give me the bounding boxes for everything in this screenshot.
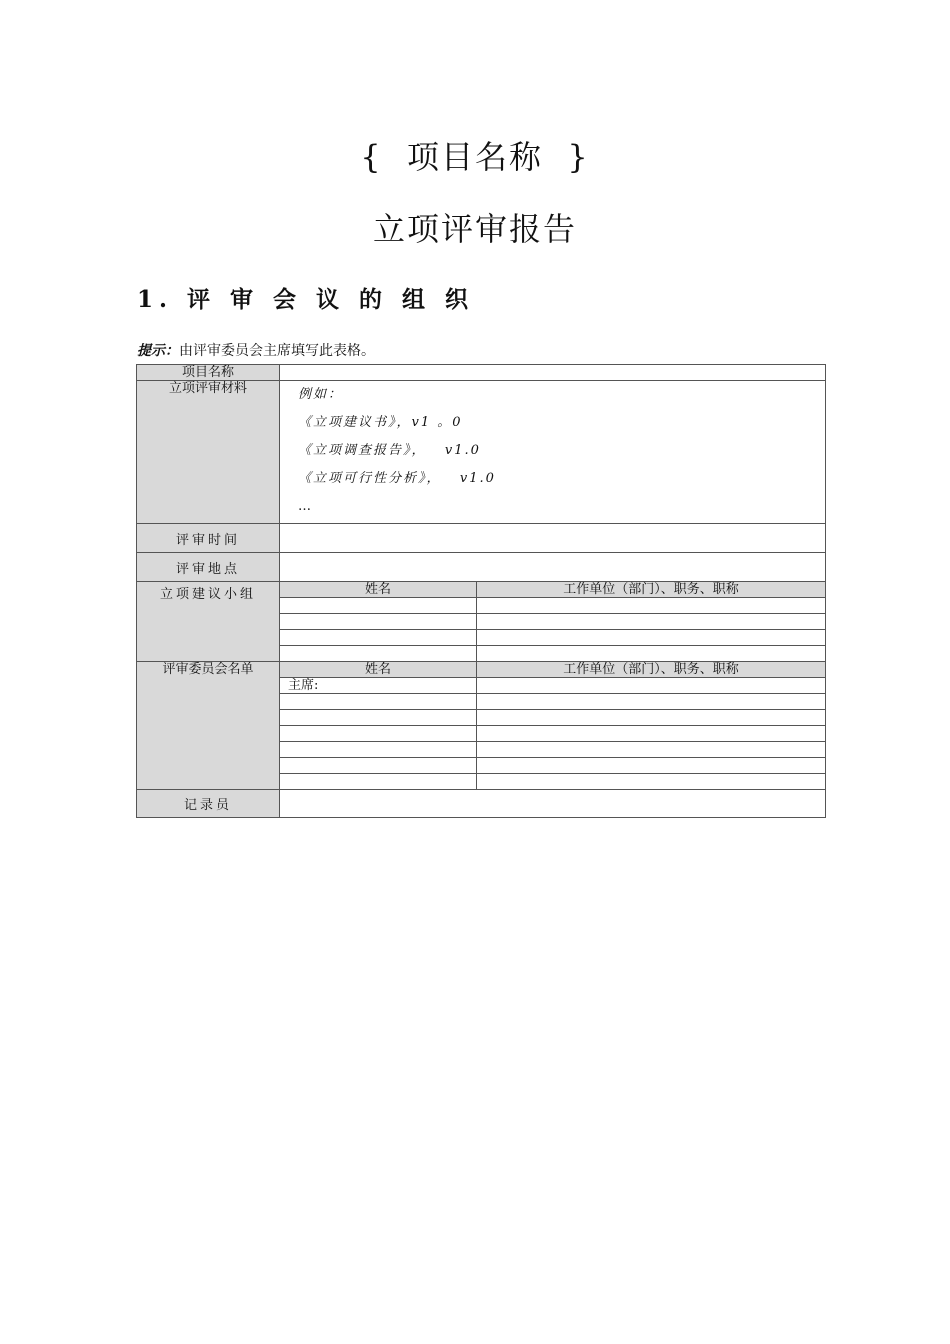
table-row	[280, 614, 825, 630]
unit-field[interactable]	[477, 694, 826, 710]
material-item: 《立项调查报告》， v1.0	[298, 443, 481, 458]
review-organization-table	[136, 364, 826, 818]
committee-table	[280, 662, 825, 789]
hint-text: 由评审委员会主席填写此表格。	[179, 343, 375, 359]
name-field[interactable]	[280, 630, 477, 646]
table-row	[280, 710, 825, 726]
unit-field[interactable]	[477, 630, 826, 646]
project-name-field[interactable]	[280, 365, 826, 381]
committee-label: 评审委员会名单	[137, 662, 280, 790]
unit-field[interactable]	[477, 758, 826, 774]
name-field[interactable]	[280, 646, 477, 662]
recorder-label: 记录员	[137, 790, 280, 818]
materials-example-label: 例如：	[298, 387, 344, 402]
table-row	[280, 678, 825, 694]
unit-field[interactable]	[477, 678, 826, 694]
name-field[interactable]	[280, 710, 477, 726]
committee-cell	[280, 662, 826, 790]
hint-line	[137, 340, 375, 360]
proposal-group-label: 立项建议小组	[137, 582, 280, 662]
proposal-col-name: 姓名	[280, 582, 477, 598]
name-field[interactable]	[280, 614, 477, 630]
review-place-label: 评审地点	[137, 553, 280, 582]
unit-field[interactable]	[477, 710, 826, 726]
name-field[interactable]	[280, 774, 477, 790]
project-name-label: 项目名称	[137, 365, 280, 381]
unit-field[interactable]	[477, 646, 826, 662]
review-place-field[interactable]	[280, 553, 826, 582]
review-time-label: 评审时间	[137, 524, 280, 553]
unit-field[interactable]	[477, 742, 826, 758]
committee-col-unit: 工作单位（部门）、职务、职称	[477, 662, 826, 678]
unit-field[interactable]	[477, 614, 826, 630]
table-row	[280, 758, 825, 774]
table-row	[280, 774, 825, 790]
section-heading: 1. 评 审 会 议 的 组 织	[137, 286, 475, 313]
name-field[interactable]	[280, 742, 477, 758]
table-row	[280, 598, 825, 614]
material-item: 《立项可行性分析》， v1.0	[298, 471, 496, 486]
committee-col-name: 姓名	[280, 662, 477, 678]
name-field[interactable]	[280, 758, 477, 774]
document-subtitle: 立项评审报告	[372, 210, 577, 248]
table-row	[280, 646, 825, 662]
hint-label: 提示：	[137, 343, 179, 359]
name-field[interactable]	[280, 694, 477, 710]
proposal-group-table	[280, 582, 825, 661]
table-row	[280, 694, 825, 710]
materials-field[interactable]	[280, 381, 826, 524]
material-item: 《立项建议书》，v1 。0	[298, 415, 463, 430]
name-field[interactable]	[280, 726, 477, 742]
unit-field[interactable]	[477, 598, 826, 614]
unit-field[interactable]	[477, 774, 826, 790]
review-time-field[interactable]	[280, 524, 826, 553]
table-row	[280, 742, 825, 758]
document-title: { 项目名称 }	[360, 138, 590, 176]
materials-label: 立项评审材料	[137, 381, 280, 524]
name-field[interactable]	[280, 598, 477, 614]
proposal-col-unit: 工作单位（部门）、职务、职称	[477, 582, 826, 598]
chair-name-field[interactable]: 主席:	[280, 678, 477, 694]
table-row	[280, 726, 825, 742]
recorder-field[interactable]	[280, 790, 826, 818]
proposal-group-cell	[280, 582, 826, 662]
unit-field[interactable]	[477, 726, 826, 742]
materials-ellipsis: …	[298, 499, 311, 514]
table-row	[280, 630, 825, 646]
